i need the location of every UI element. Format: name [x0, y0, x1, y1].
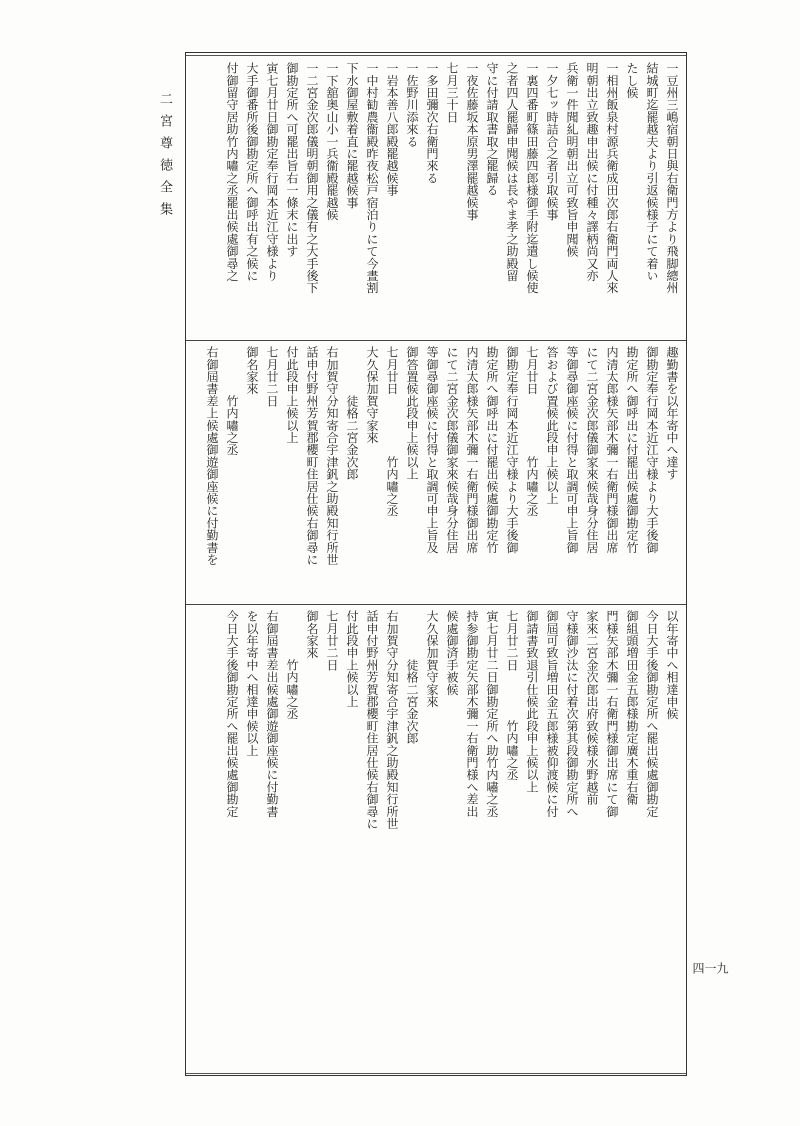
- text-line: 付此段申上候以上: [345, 610, 359, 708]
- text-line: 御名家來: [245, 346, 259, 395]
- text-line: 七月廿日 竹内嘯之丞: [525, 346, 539, 517]
- text-line: 七月廿日 竹内嘯之丞: [385, 346, 399, 517]
- frame-inner-top-rule: [186, 55, 686, 56]
- text-line: 一中村勧農衞殿昨夜松戸宿泊りにて今晝割: [365, 62, 379, 294]
- text-section-upper: [190, 62, 682, 336]
- text-line: 答および置候此段申上候以上: [545, 346, 559, 505]
- frame-inner-bottom-rule: [186, 1073, 686, 1074]
- text-line: 話申付野州芳賀郡櫻町住居仕候右御尋に: [305, 346, 319, 566]
- section-text: [190, 62, 682, 336]
- text-line: 内清太郎様矢部木彌一右衛門様御出席: [465, 346, 479, 554]
- text-line: にて二宮金次郎儀御家來候哉身分住居: [445, 346, 459, 554]
- text-line: 竹内嘯之丞: [285, 610, 299, 720]
- text-line: 門様矢部木彌一右衛門様御出席にて御: [605, 610, 619, 818]
- text-line: 一下舘奥山小一兵衞殿罷越候: [325, 62, 339, 221]
- text-line: 一豆州三嶋宿朝日與右衛門方より飛脚總州: [665, 62, 679, 294]
- text-line: 下水御屋敷着直に罷越候事: [345, 62, 359, 209]
- text-line: 勘定所へ御呼出に付罷出候處御勘定竹: [625, 346, 639, 554]
- text-line: 之者四人罷歸申聞候は長やま孝之助殿留: [505, 62, 519, 282]
- page-number: 九一四: [691, 962, 729, 976]
- text-line: 趣勤書を以年寄中へ達す: [665, 346, 679, 481]
- text-line: を以年寄中へ相達申候以上: [245, 610, 259, 757]
- text-line: 今日大手後御勘定所へ罷出候處御勘定: [225, 610, 239, 818]
- text-line: 右御屆書差上候處御遊御座候に付勤書を: [205, 346, 219, 566]
- text-line: 右加賀守分知寄合宇津釩之助殿知行所世: [385, 610, 399, 830]
- page-header-title: 二宮尊徳全集: [157, 92, 172, 224]
- text-line: 一裏四番町篠田藤四郎様御手附迄遣し候使: [525, 62, 539, 294]
- text-line: 徒格二宮金次郎: [405, 610, 419, 745]
- text-line: 一多田彌次右衛門來る: [425, 62, 439, 184]
- text-line: 持参御勘定矢部木彌一右衛門様へ差出: [465, 610, 479, 818]
- text-line: 結城町迄罷越夫より引返候様子にて着い: [645, 62, 659, 282]
- text-section-lower: [190, 610, 682, 865]
- text-line: 寅七月廿日御勘定奉行岡本近江守様より: [265, 62, 279, 282]
- text-line: 右加賀守分知寄合宇津釩之助殿知行所世: [325, 346, 339, 566]
- text-line: 明朝出立致趣申出候に付種々譯柄尚又亦: [585, 62, 599, 282]
- text-line: 守様御沙汰に付着次第其段御勘定所へ: [565, 610, 579, 818]
- text-line: 御組頭増田金五郎様勘定廣木重右衛: [625, 610, 639, 806]
- text-line: 家來二宮金次郎出府致候様水野越前: [585, 610, 599, 806]
- text-section-middle: [190, 346, 682, 600]
- section-divider-lower: [186, 604, 686, 605]
- text-line: 七月三十日: [445, 62, 459, 123]
- text-line: 一相州飯泉村源兵衛成田次郎右衛門両人來: [605, 62, 619, 294]
- text-line: 今日大手後御勘定所へ罷出候處御勘定: [645, 610, 659, 818]
- text-line: 一夜佐藤坂本原男澤罷越候事: [465, 62, 479, 221]
- text-line: 一岩本善八郎殿罷越候事: [385, 62, 399, 197]
- text-line: 付御留守居助竹内嘯之丞罷出候處御尋之: [225, 62, 239, 282]
- text-line: 徒格二宮金次郎: [345, 346, 359, 481]
- section-divider-upper: [186, 340, 686, 341]
- text-line: 右御屆書差出候處御遊御座候に付勤書: [265, 610, 279, 818]
- text-line: 大手御番所後御勘定所へ御呼出有之候に: [245, 62, 259, 282]
- text-line: 御屆可致旨増田金五郎様被仰渡候に付: [545, 610, 559, 818]
- text-line: 御名家來: [305, 610, 319, 659]
- text-line: 竹内嘯之丞: [225, 346, 239, 456]
- section-text: [190, 610, 682, 865]
- text-line: 七月廿二日 竹内嘯之丞: [505, 610, 519, 781]
- text-line: 等御尋御座候に付得と取調可申上旨及: [425, 346, 439, 554]
- text-line: 一佐野川添來る: [405, 62, 419, 148]
- text-line: にて二宮金次郎儀御家來候哉身分住居: [585, 346, 599, 554]
- text-line: 一夕七ッ時詰合之者引取候事: [545, 62, 559, 221]
- text-line: 御請書致退引仕候此段申上候以上: [525, 610, 539, 793]
- text-line: 兵衛一件聞糺明朝出立可致旨申聞候: [565, 62, 579, 258]
- text-line: 御勘定所へ可罷出旨右一條末に出す: [285, 62, 299, 258]
- text-line: 以年寄中へ相達申候: [665, 610, 679, 720]
- text-line: たし候: [625, 62, 639, 99]
- text-line: 大久保加賀守家來: [425, 610, 439, 708]
- text-line: 守に付請取書取之罷歸る: [485, 62, 499, 197]
- text-line: 話申付野州芳賀郡櫻町住居仕候右御尋に: [365, 610, 379, 830]
- text-line: 御勘定奉行岡本近江守様より大手後御: [505, 346, 519, 554]
- text-line: 七月廿二日: [265, 346, 279, 407]
- text-line: 御答置候此段申上候以上: [405, 346, 419, 481]
- text-line: 一二宮金次郎儀明朝御用之儀有之大手後下: [305, 62, 319, 294]
- text-line: 勘定所へ御呼出に付罷出候處御勘定竹: [485, 346, 499, 554]
- text-line: 寅七月廿二日御勘定所へ助竹内嘯之丞: [485, 610, 499, 818]
- text-line: 候處御済手被候: [445, 610, 459, 696]
- section-text: [190, 346, 682, 600]
- text-line: 大久保加賀守家來: [365, 346, 379, 444]
- text-line: 等御尋御座候に付得と取調可申上旨御: [565, 346, 579, 554]
- text-line: 付此段申上候以上: [285, 346, 299, 444]
- text-line: 七月廿二日: [325, 610, 339, 671]
- text-line: 内清太郎様矢部木彌一右衛門様御出席: [605, 346, 619, 554]
- text-line: 御勘定奉行岡本近江守様より大手後御: [645, 346, 659, 554]
